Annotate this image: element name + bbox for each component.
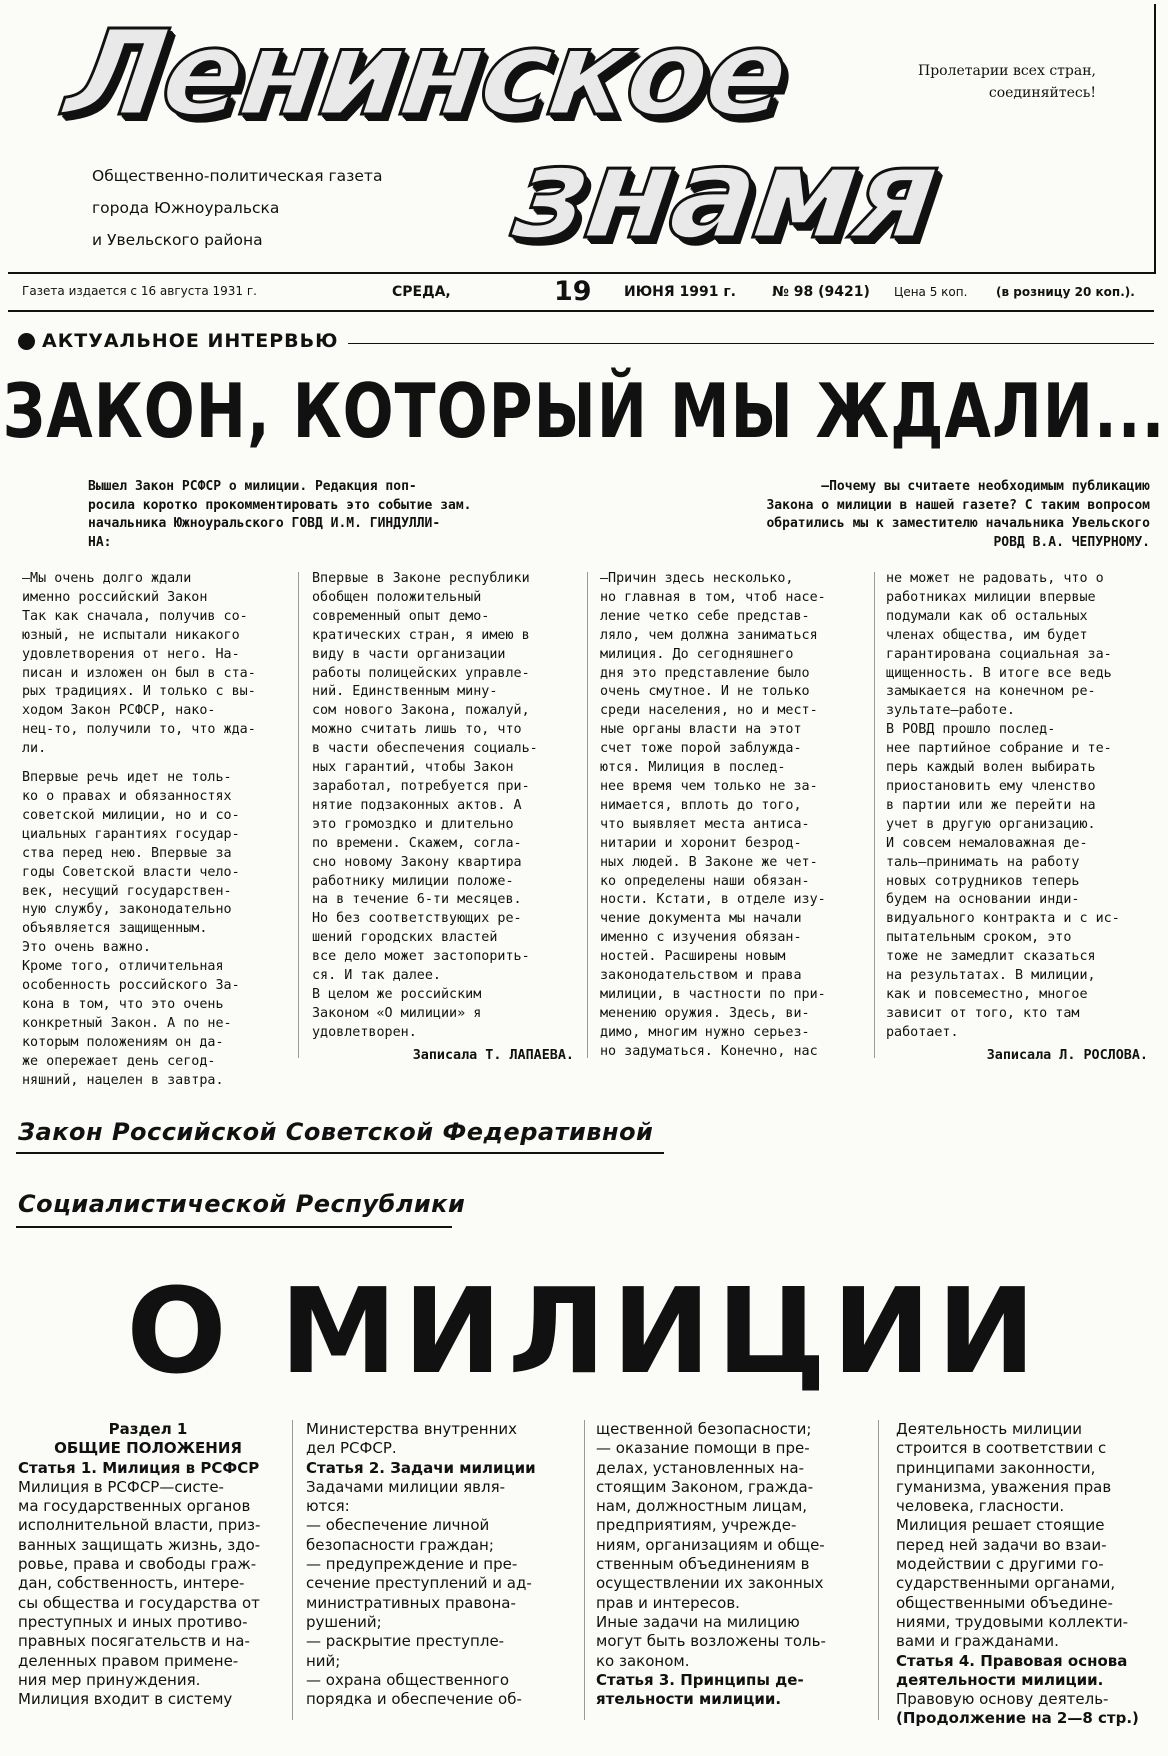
text-line: Иные задачи на милицию (596, 1612, 800, 1631)
law-title-underline (16, 1152, 664, 1154)
masthead-subtitle-line: и Увельского района (92, 231, 263, 249)
text-line: что выявляет места антиса- (600, 816, 810, 832)
text-line: нитарии и хоронит безрод- (600, 835, 802, 851)
issue-number: № 98 (9421) (772, 284, 870, 300)
text-line: членах общества, им будет (886, 627, 1088, 643)
text-line: особенность российского За- (22, 978, 240, 994)
text-line: ний; (306, 1651, 341, 1670)
text-line: работнику милиции положе- (312, 873, 514, 889)
text-line: гуманизма, уважения прав (896, 1477, 1112, 1496)
text-line: Статья 3. Принципы де- (596, 1670, 804, 1689)
text-line: на результатах. В милиции, (886, 968, 1096, 984)
text-line: но задуматься. Конечно, нас (600, 1043, 818, 1059)
text-line: нам, должностным лицам, (596, 1497, 808, 1516)
law-title-line1: Закон Российской Советской Федеративной (18, 1118, 654, 1146)
issue-month-year: ИЮНЯ 1991 г. (624, 284, 736, 300)
text-line: —Причин здесь несколько, (600, 571, 794, 586)
text-line: как и повсеместно, многое (886, 986, 1088, 1002)
text-line: кона в том, что это очень (22, 996, 224, 1012)
text-line: Впервые в Законе республики (312, 571, 530, 586)
text-line: это громоздко и длительно (312, 816, 514, 832)
text-line: ностей. Расширены новым (600, 949, 786, 965)
rubric-label: АКТУАЛЬНОЕ ИНТЕРВЬЮ (42, 330, 339, 352)
text-line: деленных правом примене- (18, 1651, 239, 1670)
text-line: зависит от того, кто там (886, 1005, 1080, 1021)
text-line: исполнительной власти, приз- (18, 1516, 261, 1535)
text-line: работниках милиции впервые (886, 589, 1096, 605)
text-line: удовлетворения от него. На- (22, 646, 240, 662)
text-line: В РОВД прошло послед- (886, 722, 1056, 738)
text-line: писан и изложен он был в ста- (22, 665, 256, 681)
text-line: пытательным сроком, это (886, 930, 1072, 946)
text-line: ства перед нею. Впервые за (22, 845, 232, 861)
text-line: ляло, чем должна заниматься (600, 627, 818, 643)
text-line: именно с изучения обязан- (600, 930, 802, 946)
text-line: шений городских властей (312, 930, 498, 946)
text-line: гарантирована социальная за- (886, 646, 1112, 662)
rubric-divider (348, 343, 1154, 344)
text-line: Статья 4. Правовая основа (896, 1651, 1128, 1670)
issue-day: 19 (554, 276, 592, 307)
law-title-line2: Социалистической Республики (18, 1190, 466, 1218)
text-line: ственным объединениям в (596, 1555, 810, 1574)
rubric (18, 330, 1154, 354)
text-line: таль—принимать на работу (886, 854, 1080, 870)
text-line: милиция. До сегодняшнего (600, 646, 794, 662)
text-line: —Почему вы считаете необходимым публикацию (821, 479, 1150, 494)
text-line: в части обеспечения социаль- (312, 741, 538, 757)
text-line: работает. (886, 1024, 959, 1040)
text-line: В целом же российским (312, 986, 482, 1002)
text-line: ко законом. (596, 1651, 690, 1670)
text-line: министративных правона- (306, 1593, 516, 1612)
text-line: ную службу, законодательно (22, 902, 232, 918)
text-line: Деятельность милиции (896, 1420, 1083, 1438)
text-line: порядка и обеспечение об- (306, 1690, 522, 1709)
text-line: росила коротко прокомментировать это событие зам. (88, 497, 472, 513)
text-line: ются: (306, 1497, 350, 1516)
interview-intro-2 (650, 478, 1150, 552)
text-line: — раскрытие преступле- (306, 1632, 505, 1651)
text-line: сы общества и государства от (18, 1593, 260, 1612)
text-line: модействии с другими го- (896, 1555, 1104, 1574)
text-line: стоящим Законом, гражда- (596, 1477, 814, 1496)
masthead (8, 4, 1156, 274)
text-line: ниями, трудовыми коллекти- (896, 1612, 1128, 1631)
text-line: правных посягательств и на- (18, 1632, 250, 1651)
text-line: нее партийное собрание и те- (886, 741, 1112, 757)
masthead-subtitle-line: Общественно-политическая газета (92, 167, 383, 185)
masthead-motto (878, 60, 1096, 104)
text-line: строится в соответствии с (896, 1439, 1107, 1458)
law-column-2 (306, 1420, 566, 1709)
text-line: деятельности милиции. (896, 1670, 1104, 1689)
text-line: сударственными органами, (896, 1574, 1116, 1593)
text-line: приостановить ему членство (886, 778, 1096, 794)
text-line: Милиция входит в систему (18, 1690, 233, 1709)
author-signature: Записала Л. РОСЛОВА. (986, 1047, 1148, 1063)
text-line: замыкается на конечном ре- (886, 684, 1096, 700)
text-line: ния мер принуждения. (18, 1670, 201, 1689)
text-line: тоже не замедлит сказаться (886, 949, 1096, 965)
issue-weekday: СРЕДА, (392, 284, 451, 300)
interview-intro-1 (88, 478, 558, 552)
text-line: ко о правах и обязанностях (22, 788, 232, 804)
text-line: Милиция решает стоящие (896, 1516, 1105, 1535)
bullet-icon (18, 333, 35, 350)
interview-column-4 (886, 570, 1148, 1066)
text-line: именно российский Закон (22, 589, 208, 605)
text-line: зультате—работе. (886, 703, 1015, 719)
text-line: сом нового Закона, пожалуй, (312, 703, 530, 719)
text-line: работы полицейских управле- (312, 665, 530, 681)
text-line: менению оружия. Здесь, ви- (600, 1005, 810, 1021)
text-line: преступных и иных противо- (18, 1612, 248, 1631)
text-line: — обеспечение личной (306, 1516, 490, 1535)
text-line: Министерства внутренних (306, 1420, 518, 1438)
text-line: могут быть возложены толь- (596, 1632, 826, 1651)
text-line: рых традициях. И только с вы- (22, 684, 256, 700)
text-line: подумали как об остальных (886, 608, 1088, 624)
text-line: Кроме того, отличительная (22, 959, 224, 975)
article-headline: ЗАКОН, КОТОРЫЙ МЫ ЖДАЛИ... (2, 368, 1166, 456)
motto-line: соединяйтесь! (988, 85, 1096, 101)
text-line: среди населения, но и мест- (600, 703, 818, 719)
interview-column-1 (22, 570, 284, 1090)
column-divider (298, 572, 299, 1058)
text-line: учет в другую организацию. (886, 816, 1096, 832)
text-line: — предупреждение и пре- (306, 1555, 518, 1574)
law-column-3 (596, 1420, 856, 1709)
text-line: общественными объедине- (896, 1593, 1113, 1612)
law-column-1 (18, 1420, 278, 1709)
text-line: ОБЩИЕ ПОЛОЖЕНИЯ (54, 1439, 242, 1458)
text-line: обратились мы к заместителю начальника Увельского (766, 516, 1150, 531)
masthead-title-line2: знамя (505, 120, 946, 267)
text-line: нее время чем только не за- (600, 778, 818, 794)
text-line: будем на основании инди- (886, 892, 1080, 908)
text-line: в партии или же перейти на (886, 797, 1096, 813)
law-column-4 (896, 1420, 1156, 1729)
text-line: НА: (88, 534, 112, 550)
text-line: милиции, в частности по при- (600, 986, 826, 1002)
text-line: принципами законности, (896, 1458, 1096, 1477)
text-line: ванных защищать жизнь, здо- (18, 1535, 261, 1554)
text-line: няшний, нацелен в завтра. (22, 1072, 224, 1088)
text-line: объявляется защищенным. (22, 921, 208, 937)
text-line: — оказание помощи в пре- (596, 1439, 810, 1458)
text-line: ятельности милиции. (596, 1690, 782, 1709)
text-line: ма государственных органов (18, 1497, 251, 1516)
text-line: прав и интересов. (596, 1593, 740, 1612)
text-line: но главная в том, чтоб насе- (600, 589, 826, 605)
issue-price: Цена 5 коп. (894, 285, 968, 299)
text-line: ются. Милиция в послед- (600, 760, 786, 776)
text-line: вами и гражданами. (896, 1632, 1059, 1651)
text-line: РОВД В.А. ЧЕПУРНОМУ. (993, 534, 1150, 550)
text-line: на в течение 6-ти месяцев. (312, 892, 522, 908)
paragraph-gap (22, 759, 284, 769)
text-line: Статья 1. Милиция в РСФСР (18, 1458, 260, 1477)
text-line: заработал, потребуется при- (312, 778, 530, 794)
text-line: не может не радовать, что о (886, 571, 1104, 586)
text-line: щественной безопасности; (596, 1420, 812, 1438)
text-line: ко определены наши обязан- (600, 873, 810, 889)
text-line: Впервые речь идет не толь- (22, 770, 232, 786)
text-line: ление четко себе представ- (600, 608, 810, 624)
masthead-subtitle (92, 160, 432, 256)
text-line: Законом «О милиции» я (312, 1005, 482, 1021)
text-line: дел РСФСР. (306, 1439, 397, 1458)
text-line: осуществлении их законных (596, 1574, 824, 1593)
text-line: — охрана общественного (306, 1670, 509, 1689)
text-line: Но без соответствующих ре- (312, 911, 522, 927)
text-line: нец-то, получили то, что жда- (22, 722, 256, 738)
law-title-underline (16, 1226, 452, 1228)
column-divider (292, 1420, 293, 1720)
text-line: законодательством и права (600, 968, 802, 984)
text-line: ниям, организациям и обще- (596, 1535, 825, 1554)
text-line: Задачами милиции явля- (306, 1477, 506, 1496)
text-line: Статья 2. Задачи милиции (306, 1458, 536, 1477)
text-line: новых сотрудников теперь (886, 873, 1080, 889)
column-divider (587, 572, 588, 1058)
law-name-headline: О МИЛИЦИИ (126, 1262, 1042, 1400)
text-line: виду в части организации (312, 646, 506, 662)
text-line: ровье, права и свободы граж- (18, 1555, 257, 1574)
issue-info-bar (8, 276, 1154, 312)
text-line: можно считать лишь то, что (312, 722, 522, 738)
author-signature: Записала Т. ЛАПАЕВА. (412, 1047, 574, 1063)
text-line: нятие подзаконных актов. А (312, 797, 522, 813)
text-line: ний. Единственным минy- (312, 684, 498, 700)
text-line: Милиция в РСФСР—систе- (18, 1477, 224, 1496)
column-divider (874, 572, 875, 1058)
text-line: ных гарантий, чтобы Закон (312, 760, 514, 776)
interview-column-3 (600, 570, 862, 1062)
text-line: очень смутное. И не только (600, 684, 810, 700)
text-line: современный опыт демо- (312, 608, 490, 624)
text-line: предприятиям, учрежде- (596, 1516, 797, 1535)
text-line: нимается, вплоть до того, (600, 797, 802, 813)
text-line: И совсем немаловажная де- (886, 835, 1088, 851)
text-line: Вышел Закон РСФСР о милиции. Редакция поп- (88, 479, 417, 494)
masthead-title-line1: Ленинское (58, 4, 795, 142)
text-line: щищенность. В итоге все ведь (886, 665, 1112, 681)
text-line: обобщен положительный (312, 589, 482, 605)
text-line: делах, установленных на- (596, 1458, 805, 1477)
text-line: Раздел 1 (108, 1420, 188, 1438)
text-line: конкретный Закон. А по не- (22, 1015, 232, 1031)
masthead-subtitle-line: города Южноуральска (92, 199, 280, 217)
text-line: советской милиции, но и со- (22, 807, 240, 823)
text-line: Правовую основу деятель- (896, 1690, 1109, 1709)
text-line: счет тоже порой заблужда- (600, 741, 802, 757)
text-line: ли. (22, 741, 47, 757)
text-line: перь каждый волен выбирать (886, 760, 1096, 776)
text-line: ные органы власти на этот (600, 722, 802, 738)
text-line: перед ней задачи во взаи- (896, 1535, 1107, 1554)
text-line: Это очень важно. (22, 940, 151, 956)
text-line: начальника Южноуральского ГОВД И.М. ГИНДУЛЛИ- (88, 516, 441, 531)
text-line: ных людей. В Законе же чет- (600, 854, 818, 870)
column-divider (878, 1420, 879, 1720)
text-line: дня это представление было (600, 665, 810, 681)
text-line: димо, многим нужно серьез- (600, 1024, 810, 1040)
text-line: рушений; (306, 1612, 382, 1631)
text-line: —Мы очень долго ждали (22, 571, 192, 586)
text-line: сно новому Закону квартира (312, 854, 522, 870)
text-line: удовлетворен. (312, 1024, 417, 1040)
text-line: юзный, не испытали никакого (22, 627, 240, 643)
text-line: же опережает день сегод- (22, 1053, 216, 1069)
column-divider (584, 1420, 585, 1720)
text-line: Так как сначала, получив со- (22, 608, 248, 624)
text-line: которым положениям он да- (22, 1034, 224, 1050)
interview-column-2 (312, 570, 574, 1066)
text-line: по времени. Скажем, согла- (312, 835, 522, 851)
motto-line: Пролетарии всех стран, (918, 63, 1096, 79)
founded-note: Газета издается с 16 августа 1931 г. (22, 284, 257, 298)
text-line: человека, гласности. (896, 1497, 1065, 1516)
text-line: (Продолжение на 2—8 стр.) (896, 1709, 1139, 1728)
text-line: кратических стран, я имею в (312, 627, 530, 643)
text-line: Закона о милиции в нашей газете? С таким вопросом (766, 497, 1150, 513)
text-line: ся. И так далее. (312, 968, 441, 984)
text-line: ходом Закон РСФСР, нако- (22, 703, 216, 719)
text-line: видуального контракта и с ис- (886, 911, 1120, 927)
text-line: дан, собственность, интере- (18, 1574, 245, 1593)
text-line: годы Советской власти чело- (22, 864, 240, 880)
text-line: безопасности граждан; (306, 1535, 494, 1554)
issue-retail-price: (в розницу 20 коп.). (996, 285, 1135, 299)
text-line: ности. Кстати, в отделе изу- (600, 892, 826, 908)
text-line: век, несущий государствен- (22, 883, 232, 899)
text-line: циальных гарантиях государ- (22, 826, 240, 842)
text-line: все дело может застопорить- (312, 949, 530, 965)
text-line: сечение преступлений и ад- (306, 1574, 532, 1593)
text-line: чение документа мы начали (600, 911, 802, 927)
